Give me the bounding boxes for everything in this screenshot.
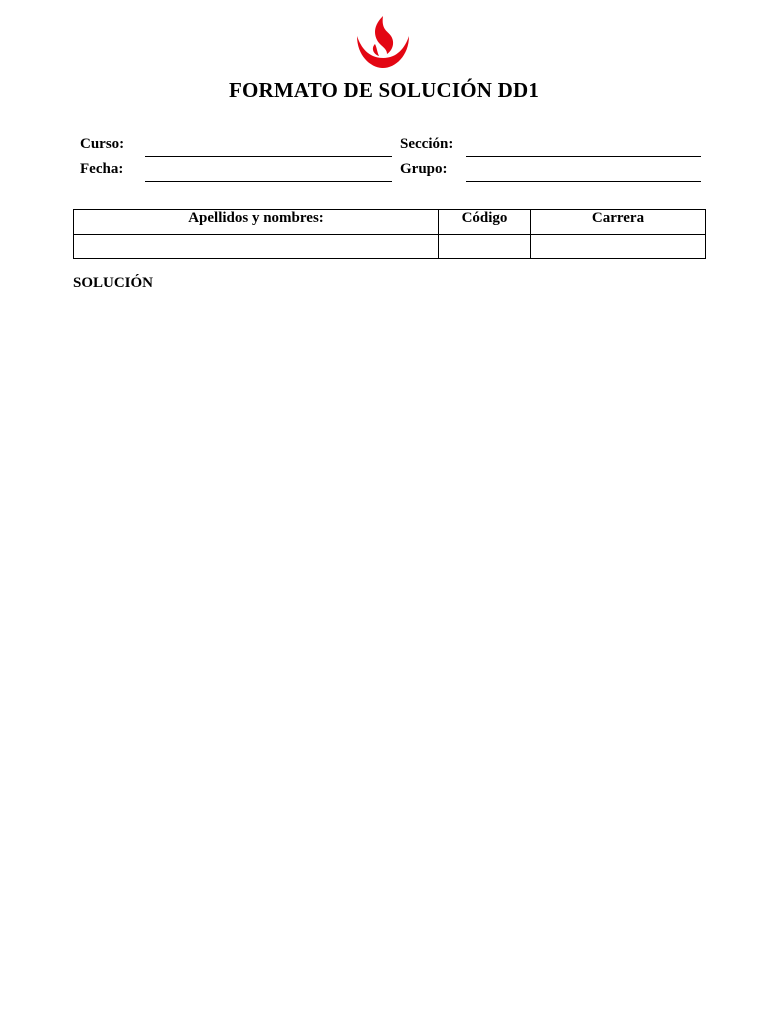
table-row [74, 235, 706, 259]
grupo-label: Grupo: [400, 161, 448, 177]
fecha-line[interactable] [145, 181, 392, 182]
students-table [73, 209, 706, 259]
curso-label: Curso: [80, 136, 125, 152]
document-title: FORMATO DE SOLUCIÓN DD1 [228, 78, 540, 102]
curso-line[interactable] [145, 156, 392, 157]
seccion-label: Sección: [400, 136, 454, 152]
cell-apellidos[interactable] [74, 235, 439, 259]
grupo-line[interactable] [466, 181, 701, 182]
upc-flame-logo-icon [353, 14, 413, 70]
cell-codigo[interactable] [439, 235, 531, 259]
column-header-apellidos: Apellidos y nombres: [74, 210, 439, 235]
column-header-codigo: Código [439, 210, 531, 235]
solution-heading: SOLUCIÓN [73, 275, 154, 291]
table-header-row [74, 210, 706, 235]
cell-carrera[interactable] [531, 235, 706, 259]
column-header-carrera: Carrera [531, 210, 706, 235]
fecha-label: Fecha: [80, 161, 124, 177]
seccion-line[interactable] [466, 156, 701, 157]
